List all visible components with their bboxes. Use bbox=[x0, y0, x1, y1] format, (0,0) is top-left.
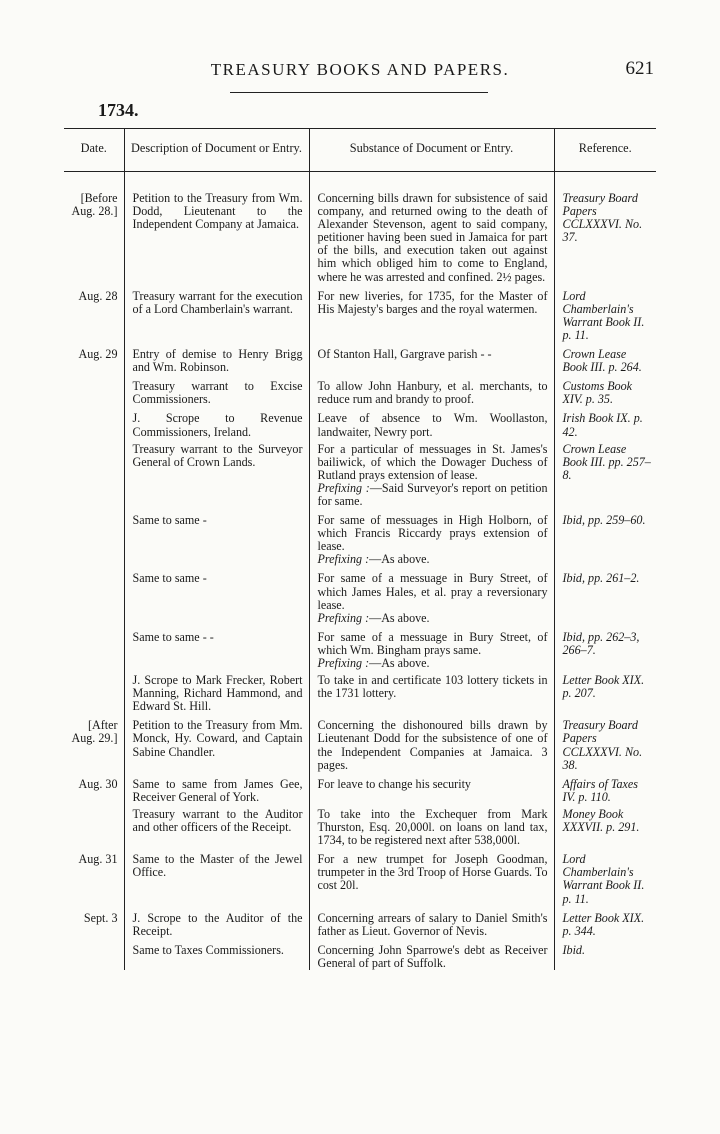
table-row bbox=[64, 508, 656, 566]
table-row bbox=[64, 284, 656, 342]
entry-date bbox=[64, 566, 124, 624]
prefixing-text: —Said Surveyor's report on petition for same. bbox=[317, 480, 548, 508]
prefixing-note bbox=[318, 553, 548, 566]
entry-date: Aug. 29 bbox=[78, 347, 118, 362]
substance-text: For a new trumpet for Joseph Goodman, trumpeter in the 3rd Troop of Horse Guards. To cost 20l. bbox=[317, 852, 548, 893]
page-number: 621 bbox=[625, 58, 654, 79]
prefixing-label: Prefixing : bbox=[317, 656, 370, 670]
table-row bbox=[64, 439, 656, 508]
entry-description: Same to same - - bbox=[124, 625, 309, 670]
prefixing-note bbox=[318, 482, 548, 508]
entry-date: Aug. 31 bbox=[78, 852, 118, 867]
entry-date: [Before Aug. 28.] bbox=[71, 191, 118, 219]
table-row bbox=[64, 713, 656, 771]
entry-description: Treasury warrant to Excise Commissioners. bbox=[124, 374, 309, 406]
entry-description: Same to the Master of the Jewel Office. bbox=[124, 847, 309, 905]
entry-description: Same to Taxes Commissioners. bbox=[124, 938, 309, 970]
entry-substance bbox=[309, 670, 554, 713]
entry-substance bbox=[309, 406, 554, 438]
entry-description: Petition to the Treasury from Mm. Monck, Hy. Coward, and Captain Sabine Chandler. bbox=[124, 713, 309, 771]
entry-date bbox=[64, 625, 124, 670]
table-row bbox=[64, 670, 656, 713]
entry-description: J. Scrope to the Auditor of the Receipt. bbox=[124, 906, 309, 938]
entry-substance bbox=[309, 284, 554, 342]
entry-substance bbox=[309, 772, 554, 804]
entry-date bbox=[64, 439, 124, 508]
entry-description: Treasury warrant for the execution of a Lord Chamberlain's warrant. bbox=[124, 284, 309, 342]
entry-substance bbox=[309, 566, 554, 624]
entry-date bbox=[64, 670, 124, 713]
entry-substance bbox=[309, 439, 554, 508]
substance-text: Leave of absence to Wm. Woollaston, landwaiter, Newry port. bbox=[317, 411, 548, 439]
table-row bbox=[64, 374, 656, 406]
prefixing-label: Prefixing : bbox=[317, 610, 370, 625]
date-column-header: Date. bbox=[64, 129, 124, 172]
substance-text: To take in and certificate 103 lottery tickets in the 1731 lottery. bbox=[317, 673, 548, 701]
entry-substance bbox=[309, 508, 554, 566]
prefixing-note bbox=[318, 657, 548, 670]
entry-reference: Treasury Board Papers CCLXXXVI. No. 38. bbox=[554, 713, 656, 771]
table-row bbox=[64, 625, 656, 670]
entry-date bbox=[64, 374, 124, 406]
substance-text: For same of a messuage in Bury Street, of which Wm. Bingham prays same. bbox=[317, 629, 548, 657]
table-header-row bbox=[64, 129, 656, 172]
entry-date bbox=[64, 508, 124, 566]
substance-text: Concerning arrears of salary to Daniel Smith's father as Lieut. Governor of Nevis. bbox=[317, 910, 548, 938]
entry-substance bbox=[309, 625, 554, 670]
entry-date bbox=[64, 406, 124, 438]
table-row bbox=[64, 804, 656, 847]
entry-description: J. Scrope to Mark Frecker, Robert Manning, Richard Hammond, and Edward St. Hill. bbox=[124, 670, 309, 713]
table-row bbox=[64, 566, 656, 624]
entry-substance bbox=[309, 938, 554, 970]
table-row bbox=[64, 172, 656, 284]
entry-date: [After Aug. 29.] bbox=[71, 718, 118, 746]
entry-date: Sept. 3 bbox=[83, 910, 118, 925]
substance-text: For a particular of messuages in St. James's bailiwick, of which the Dowager Duchess of Rutland prays extension of lease. bbox=[317, 441, 548, 482]
entry-date bbox=[64, 804, 124, 847]
description-column-header: Description of Document or Entry. bbox=[124, 129, 309, 172]
entry-substance bbox=[309, 804, 554, 847]
prefixing-note bbox=[318, 612, 548, 625]
entry-description: Treasury warrant to the Auditor and other officers of the Receipt. bbox=[124, 804, 309, 847]
entry-reference: Letter Book XIX. p. 344. bbox=[554, 906, 656, 938]
entry-description: Same to same - bbox=[124, 566, 309, 624]
entry-reference: Crown Lease Book III. pp. 257–8. bbox=[554, 439, 656, 508]
entry-description: Same to same from James Gee, Receiver General of York. bbox=[124, 772, 309, 804]
entry-reference: Crown Lease Book III. p. 264. bbox=[554, 342, 656, 374]
entry-description: Same to same - bbox=[124, 508, 309, 566]
entry-substance bbox=[309, 847, 554, 905]
substance-text: For new liveries, for 1735, for the Master of His Majesty's barges and the royal watermen. bbox=[317, 288, 548, 316]
entry-substance bbox=[309, 172, 554, 284]
substance-text: For leave to change his security bbox=[317, 776, 471, 791]
entry-reference: Affairs of Taxes IV. p. 110. bbox=[554, 772, 656, 804]
prefixing-text: —As above. bbox=[369, 656, 430, 670]
prefixing-text: —As above. bbox=[369, 552, 430, 567]
entry-reference: Letter Book XIX. p. 207. bbox=[554, 670, 656, 713]
entry-reference: Ibid, pp. 259–60. bbox=[554, 508, 656, 566]
entry-date bbox=[64, 938, 124, 970]
entry-reference: Ibid, pp. 261–2. bbox=[554, 566, 656, 624]
table-body bbox=[64, 172, 656, 970]
entry-reference: Lord Chamberlain's Warrant Book II. p. 11. bbox=[554, 284, 656, 342]
entry-description: Entry of demise to Henry Brigg and Wm. Robinson. bbox=[124, 342, 309, 374]
entry-reference: Customs Book XIV. p. 35. bbox=[554, 374, 656, 406]
entry-reference: Ibid. bbox=[554, 938, 656, 970]
substance-text: To allow John Hanbury, et al. merchants, to reduce rum and brandy to proof. bbox=[317, 379, 548, 407]
entries-table-wrap bbox=[64, 128, 656, 970]
substance-text: Concerning bills drawn for subsistence of said company, and returned owing to the death of Alexander Stevenson, agent to said company, petitioner having been sued in Jamaica for part of the bills, and execution taken out against him which obliged him to come to England, where he was arrested and confined. 2½ pages. bbox=[317, 191, 548, 284]
running-title: TREASURY BOOKS AND PAPERS. bbox=[210, 60, 510, 79]
substance-column-header: Substance of Document or Entry. bbox=[309, 129, 554, 172]
substance-text: Of Stanton Hall, Gargrave parish - - bbox=[317, 347, 492, 362]
entry-date: Aug. 28 bbox=[78, 288, 118, 303]
table-row bbox=[64, 342, 656, 374]
entry-reference: Ibid, pp. 262–3, 266–7. bbox=[554, 625, 656, 670]
substance-text: To take into the Exchequer from Mark Thurston, Esq. 20,000l. on loans on land tax, 1734, to be registered next after 538,000l. bbox=[317, 806, 548, 848]
entry-substance bbox=[309, 906, 554, 938]
prefixing-text: —As above. bbox=[369, 610, 430, 625]
entry-reference: Lord Chamberlain's Warrant Book II. p. 11. bbox=[554, 847, 656, 905]
table-row bbox=[64, 906, 656, 938]
substance-text: Concerning John Sparrowe's debt as Receiver General of part of Suffolk. bbox=[317, 942, 548, 970]
table-row bbox=[64, 772, 656, 804]
reference-column-header: Reference. bbox=[554, 129, 656, 172]
entry-description: Treasury warrant to the Surveyor General of Crown Lands. bbox=[124, 439, 309, 508]
entry-substance bbox=[309, 713, 554, 771]
table-row bbox=[64, 406, 656, 438]
entry-description: J. Scrope to Revenue Commissioners, Ireland. bbox=[124, 406, 309, 438]
substance-text: For same of a messuage in Bury Street, of which James Hales, et al. pray a reversionary lease. bbox=[317, 571, 548, 612]
entry-description: Petition to the Treasury from Wm. Dodd, Lieutenant to the Independent Company at Jamaica. bbox=[124, 172, 309, 284]
table-row bbox=[64, 938, 656, 970]
entry-substance bbox=[309, 374, 554, 406]
year-heading: 1734. bbox=[98, 100, 139, 120]
entry-date: Aug. 30 bbox=[78, 776, 118, 791]
substance-text: For same of messuages in High Holborn, of which Francis Riccardy prays extension of lease. bbox=[317, 513, 548, 554]
prefixing-label: Prefixing : bbox=[317, 480, 370, 495]
entries-table bbox=[64, 128, 656, 970]
entry-reference: Irish Book IX. p. 42. bbox=[554, 406, 656, 438]
header-rule bbox=[230, 92, 488, 93]
substance-text: Concerning the dishonoured bills drawn by Lieutenant Dodd for the subsistence of one of the Independent Companies at Jamaica. 3 pages. bbox=[317, 718, 548, 772]
entry-substance bbox=[309, 342, 554, 374]
prefixing-label: Prefixing : bbox=[317, 552, 370, 567]
entry-reference: Treasury Board Papers CCLXXXVI. No. 37. bbox=[554, 172, 656, 284]
entry-reference: Money Book XXXVII. p. 291. bbox=[554, 804, 656, 847]
table-row bbox=[64, 847, 656, 905]
